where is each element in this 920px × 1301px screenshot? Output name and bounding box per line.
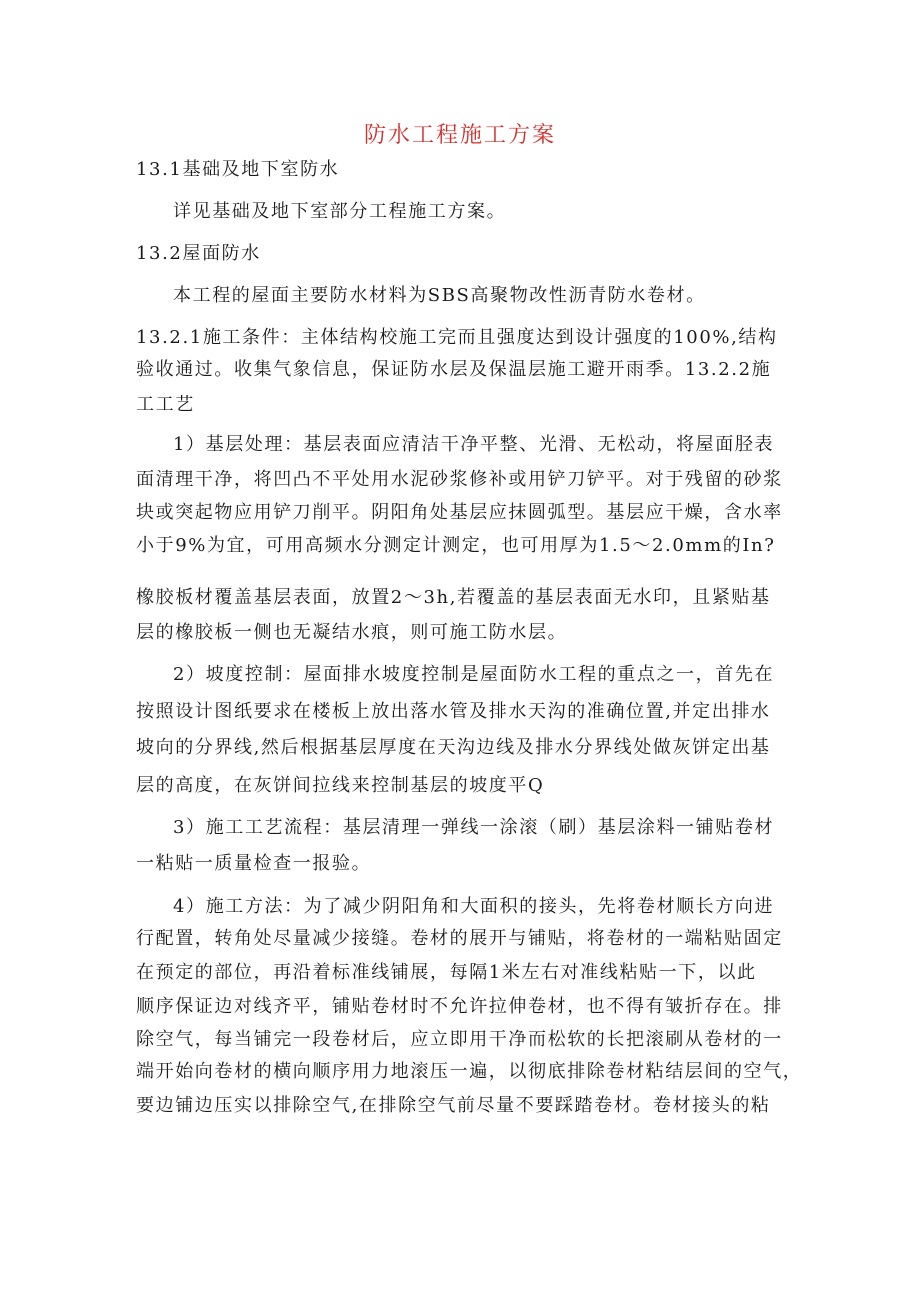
page-bottom-margin	[0, 1160, 920, 1301]
paragraph-line: 3）施工工艺流程：基层清理一弹线一涂滚（刷）基层涂料一铺贴卷材	[173, 817, 775, 838]
paragraph-line: 除空气，每当铺完一段卷材后，应立即用干净而松软的长把滚刷从卷材的一	[136, 1029, 783, 1050]
paragraph-line: 小于9%为宜，可用高频水分测定计测定，也可用厚为1.5～2.0mm的In?	[136, 535, 776, 556]
section-heading-13-2: 13.2屋面防水	[136, 243, 261, 264]
paragraph-line: 工工艺	[136, 394, 195, 415]
paragraph-line: 按照设计图纸要求在楼板上放出落水管及排水天沟的准确位置,并定出排水	[136, 701, 771, 722]
paragraph-line: 橡胶板材覆盖基层表面，放置2～3h,若覆盖的基层表面无水印，且紧贴基	[136, 587, 771, 608]
paragraph-line: 一粘贴一质量检查一报验。	[136, 853, 372, 874]
paragraph-line: 在预定的部位，再沿着标准线铺展，每隔1米左右对准线粘贴一下，以此	[136, 962, 757, 983]
paragraph-line: 顺序保证边对线齐平，铺贴卷材时不允许拉伸卷材，也不得有皱折存在。排	[136, 996, 783, 1017]
section-heading-13-1: 13.1基础及地下室防水	[136, 159, 340, 180]
paragraph-line: 层的高度，在灰饼间拉线来控制基层的坡度平Q	[136, 775, 545, 796]
paragraph-line: 4）施工方法：为了减少阴阳角和大面积的接头，先将卷材顺长方向进	[173, 896, 775, 917]
paragraph-line: 本工程的屋面主要防水材料为SBS高聚物改性沥青防水卷材。	[173, 285, 706, 306]
paragraph-line: 端开始向卷材的横向顺序用力地滚压一遍，以彻底排除卷材粘结层间的空气，	[136, 1061, 803, 1082]
paragraph-line: 块或突起物应用铲刀削平。阴阳角处基层应抹圆弧型。基层应干燥，含水率	[136, 502, 783, 523]
paragraph-line: 2）坡度控制：屋面排水坡度控制是屋面防水工程的重点之一，首先在	[173, 664, 775, 685]
paragraph-line: 13.2.1施工条件：主体结构校施工完而且强度达到设计强度的100%,结构	[136, 327, 778, 348]
paragraph-line: 详见基础及地下室部分工程施工方案。	[173, 201, 507, 222]
document-title: 防水工程施工方案	[363, 123, 556, 148]
paragraph-line: 层的橡胶板一侧也无凝结水痕，则可施工防水层。	[136, 622, 568, 643]
paragraph-line: 面清理干净，将凹凸不平处用水泥砂浆修补或用铲刀铲平。对于残留的砂浆	[136, 469, 783, 490]
paragraph-line: 行配置，转角处尽量减少接缝。卷材的展开与铺贴，将卷材的一端粘贴固定	[136, 928, 783, 949]
paragraph-line: 1）基层处理：基层表面应清洁干净平整、光滑、无松动，将屋面胫表	[173, 434, 775, 455]
paragraph-line: 坡向的分界线,然后根据基层厚度在天沟边线及排水分界线处做灰饼定出基	[136, 737, 771, 758]
paragraph-line: 验收通过。收集气象信息，保证防水层及保温层施工避开雨季。13.2.2施	[136, 359, 772, 380]
paragraph-line: 要边铺边压实以排除空气,在排除空气前尽量不要踩踏卷材。卷材接头的粘	[136, 1095, 771, 1116]
